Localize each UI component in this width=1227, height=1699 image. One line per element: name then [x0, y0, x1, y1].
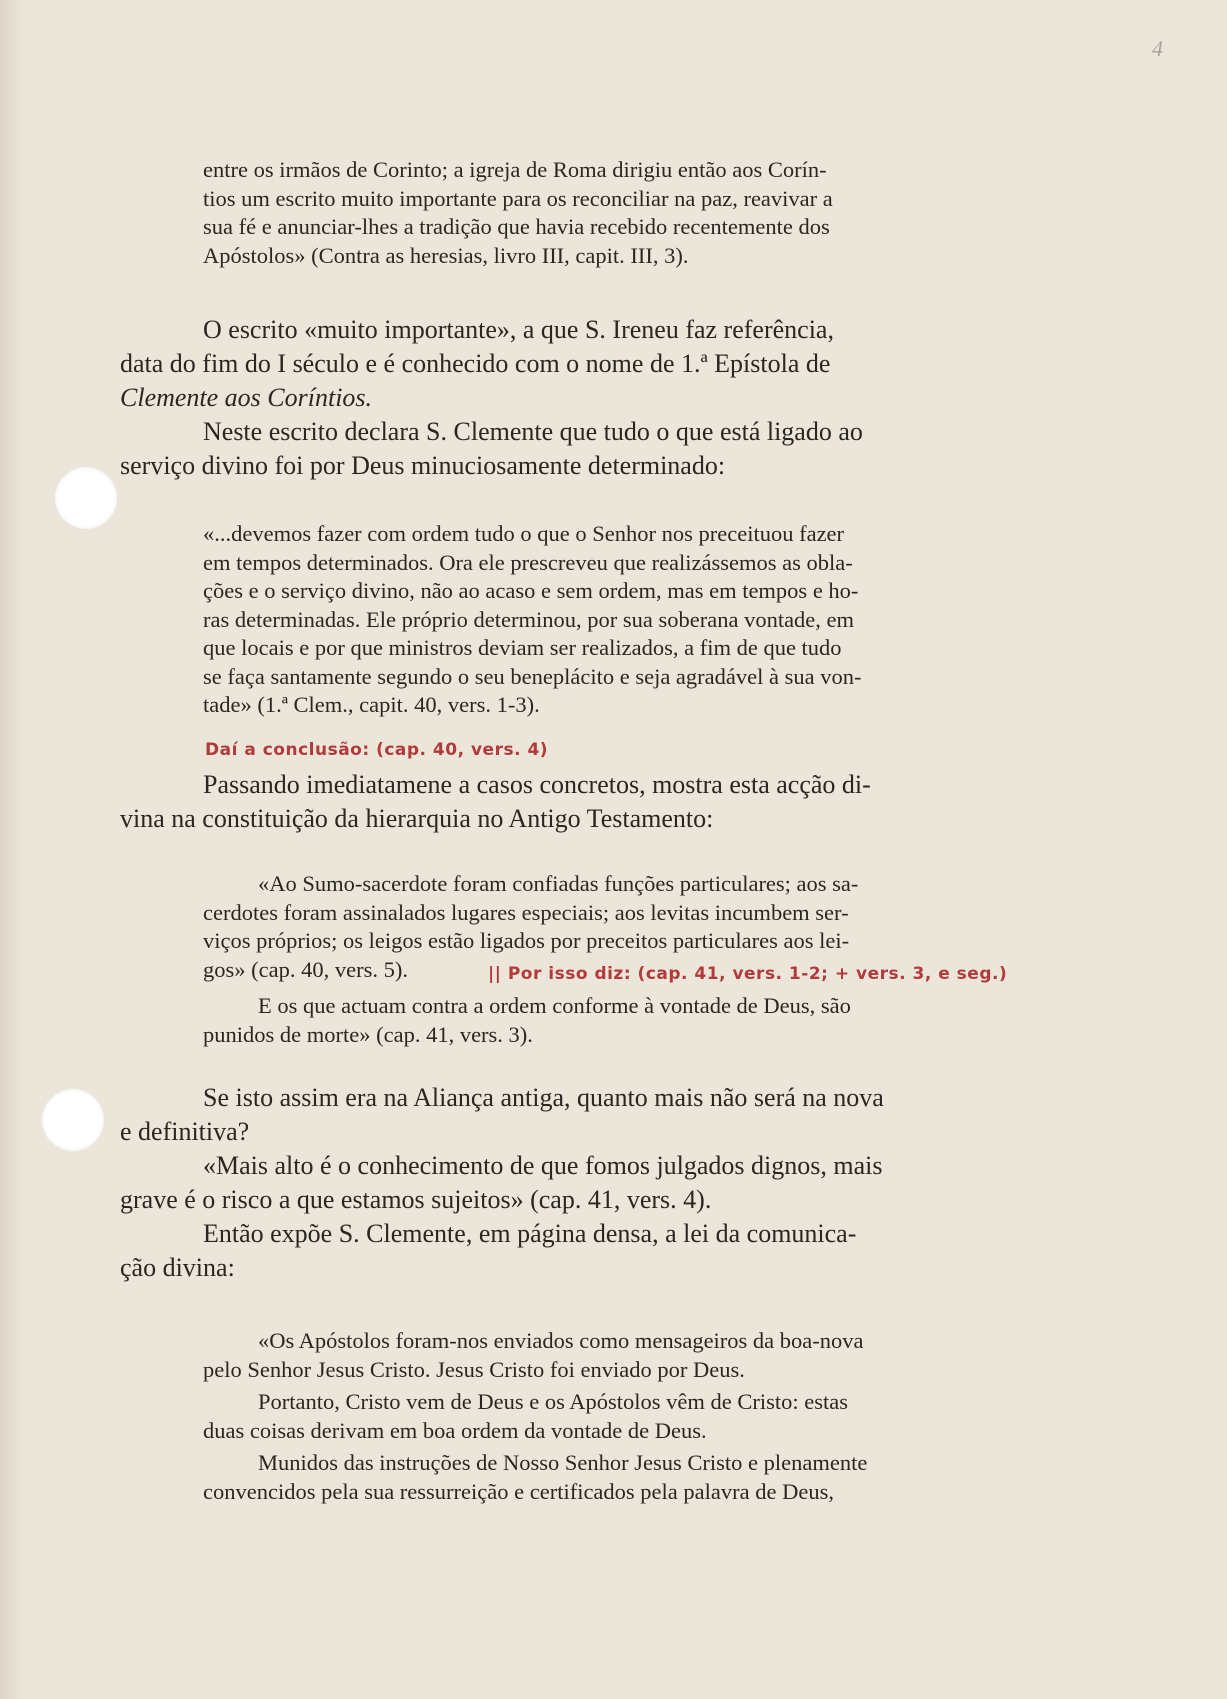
text-line: entre os irmãos de Corinto; a igreja de Roma dirigiu então aos Corín-	[203, 157, 827, 182]
text-line: gos» (cap. 40, vers. 5).	[203, 956, 408, 982]
quote-block-clemente-40	[0, 520, 1227, 720]
text-line: em tempos determinados. Ora ele prescreveu que realizássemos as obla-	[203, 549, 853, 575]
text-line: convencidos pela sua ressurreição e certificados pela palavra de Deus,	[203, 1478, 834, 1504]
text-line: punidos de morte» (cap. 41, vers. 3).	[203, 1021, 533, 1047]
text-line: viços próprios; os leigos estão ligados por preceitos particulares aos lei-	[203, 928, 850, 953]
text-line: ções e o serviço divino, não ao acaso e sem ordem, mas em tempos e ho-	[203, 578, 859, 603]
body-paragraph-hierarquia	[0, 768, 1227, 836]
text-line: Passando imediatamene a casos concretos, mostra esta acção di-	[203, 770, 871, 799]
text-line: «Os Apóstolos foram-nos enviados como mensageiros da boa-nova	[258, 1328, 864, 1353]
body-paragraph-alianca	[0, 1081, 1227, 1285]
text-line: e definitiva?	[120, 1117, 250, 1146]
text-line: sua fé e anunciar-lhes a tradição que havia recebido recentemente dos	[203, 214, 830, 239]
text-line: Então expõe S. Clemente, em página densa, a lei da comunica-	[203, 1219, 857, 1248]
text-line: que locais e por que ministros deviam ser realizados, a fim de que tudo	[203, 635, 842, 660]
handwritten-annotation: Daí a conclusão: (cap. 40, vers. 4)	[205, 740, 549, 760]
text-line: Apóstolos» (Contra as heresias, livro III, capit. III, 3).	[203, 242, 689, 268]
text-line: Portanto, Cristo vem de Deus e os Apóstolos vêm de Cristo: estas	[258, 1389, 848, 1414]
page-number: 4	[1152, 36, 1163, 61]
quote-block-clemente-41-3	[0, 992, 1227, 1049]
text-line: E os que actuam contra a ordem conforme à vontade de Deus, são	[258, 993, 851, 1018]
quote-block-apostolos	[0, 1327, 1227, 1506]
text-line: «Mais alto é o conhecimento de que fomos julgados dignos, mais	[203, 1151, 883, 1180]
text-line: serviço divino foi por Deus minuciosamente determinado:	[120, 451, 726, 480]
text-line: Se isto assim era na Aliança antiga, quanto mais não será na nova	[203, 1083, 884, 1112]
text-line: cerdotes foram assinalados lugares especiais; aos levitas incumbem ser-	[203, 899, 849, 925]
text-line: ção divina:	[120, 1253, 235, 1282]
text-line: «...devemos fazer com ordem tudo o que o Senhor nos preceituou fazer	[203, 521, 845, 546]
text-line: se faça santamente segundo o seu beneplácito e seja agradável à sua von-	[203, 663, 862, 689]
quote-block-ireneu	[0, 156, 1227, 270]
text-line: data do fim do I século e é conhecido com o nome de 1.ª Epístola de	[120, 349, 831, 378]
text-line: vina na constituição da hierarquia no Antigo Testamento:	[120, 804, 714, 833]
text-line: tade» (1.ª Clem., capit. 40, vers. 1-3).	[203, 692, 540, 717]
text-line: Clemente aos Coríntios.	[120, 383, 373, 412]
text-line: ras determinadas. Ele próprio determinou, por sua soberana vontade, em	[203, 606, 855, 632]
text-line: «Ao Sumo-sacerdote foram confiadas funções particulares; aos sa-	[258, 871, 859, 896]
text-line: grave é o risco a que estamos sujeitos» (cap. 41, vers. 4).	[120, 1185, 712, 1214]
text-line: pelo Senhor Jesus Cristo. Jesus Cristo foi enviado por Deus.	[203, 1356, 745, 1382]
text-line: duas coisas derivam em boa ordem da vontade de Deus.	[203, 1417, 707, 1443]
handwritten-annotation: || Por isso diz: (cap. 41, vers. 1-2; + vers. 3, e seg.)	[488, 964, 1008, 984]
text-line: tios um escrito muito importante para os reconciliar na paz, reavivar a	[203, 185, 833, 211]
text-line: Munidos das instruções de Nosso Senhor Jesus Cristo e plenamente	[258, 1450, 868, 1475]
text-line: O escrito «muito importante», a que S. Ireneu faz referência,	[203, 315, 834, 344]
text-line: Neste escrito declara S. Clemente que tudo o que está ligado ao	[203, 417, 863, 446]
body-paragraph-epistola	[0, 313, 1227, 483]
